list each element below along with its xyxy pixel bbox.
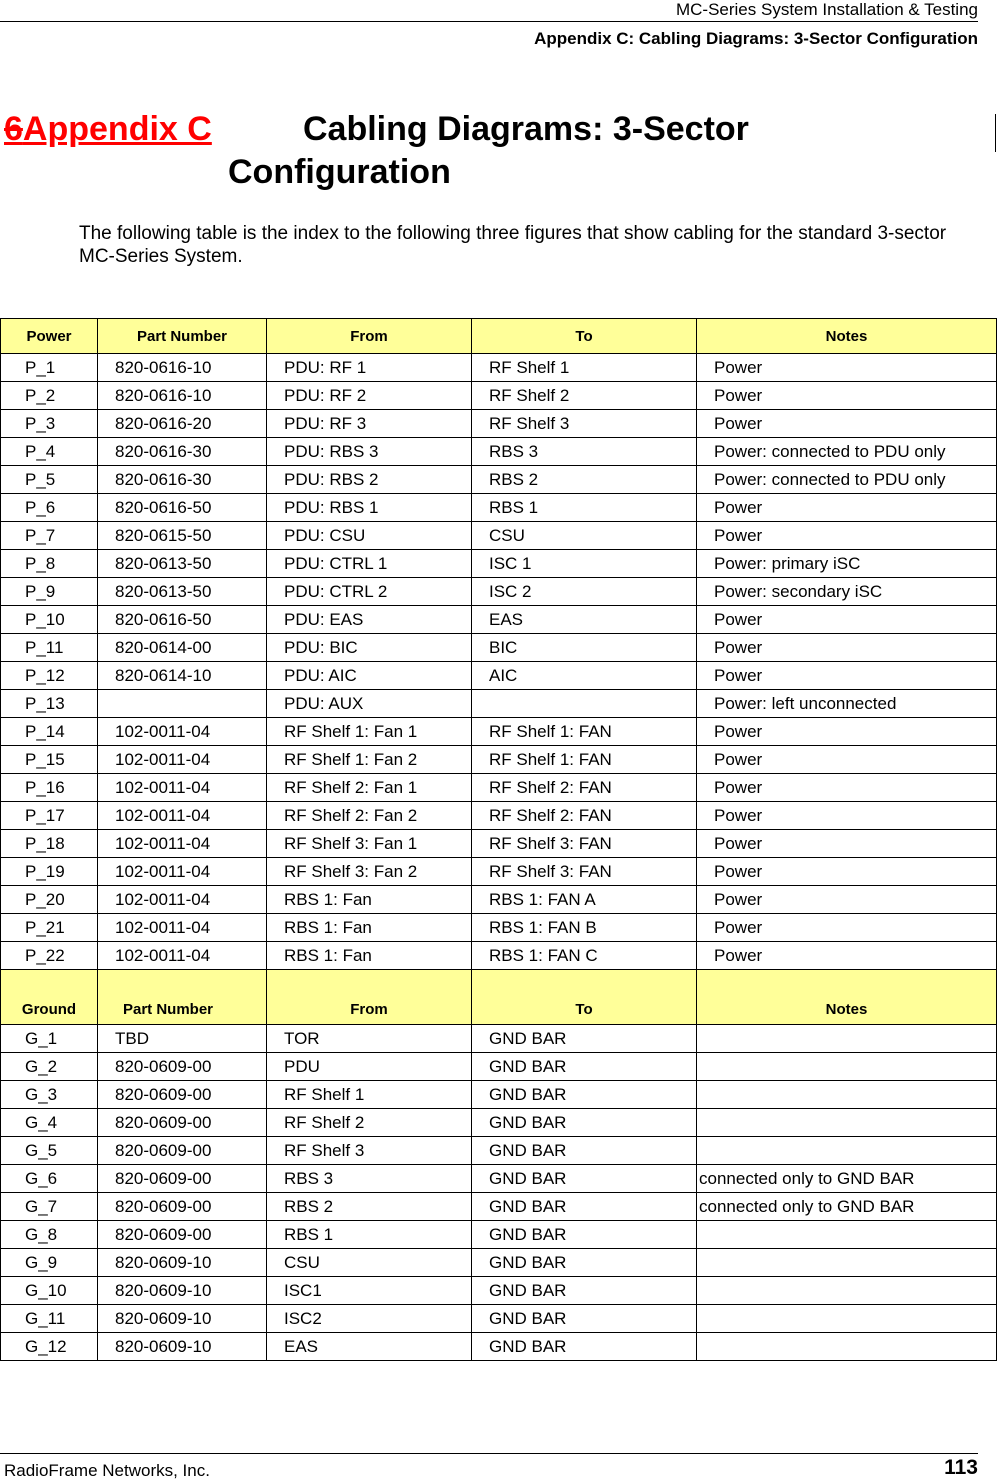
cell-3: GND BAR	[472, 1277, 697, 1305]
cell-2: RF Shelf 1	[267, 1081, 472, 1109]
ground-header-cell-4: Notes	[697, 970, 997, 1025]
cell-1: TBD	[98, 1025, 267, 1053]
cell-1: 102-0011-04	[98, 802, 267, 830]
cell-4: Power	[697, 914, 997, 942]
cell-4: Power	[697, 410, 997, 438]
cell-3: RF Shelf 1: FAN	[472, 718, 697, 746]
cell-2: RF Shelf 1: Fan 1	[267, 718, 472, 746]
table-row	[1, 1025, 997, 1053]
cell-1: 102-0011-04	[98, 858, 267, 886]
cell-0: P_13	[1, 690, 98, 718]
cell-3: EAS	[472, 606, 697, 634]
cell-4: Power	[697, 746, 997, 774]
cell-0: P_22	[1, 942, 98, 970]
cell-3: GND BAR	[472, 1221, 697, 1249]
table-row	[1, 1277, 997, 1305]
cell-2: PDU: RBS 3	[267, 438, 472, 466]
cell-3: BIC	[472, 634, 697, 662]
table-row	[1, 606, 997, 634]
cell-2: TOR	[267, 1025, 472, 1053]
table-row	[1, 1305, 997, 1333]
table-row	[1, 1221, 997, 1249]
table-row	[1, 438, 997, 466]
cell-0: G_4	[1, 1109, 98, 1137]
cell-3: RBS 1: FAN B	[472, 914, 697, 942]
table-row	[1, 1249, 997, 1277]
power-header-cell-3: To	[472, 319, 697, 354]
cell-3: RF Shelf 3: FAN	[472, 830, 697, 858]
cell-2: ISC1	[267, 1277, 472, 1305]
cell-0: P_5	[1, 466, 98, 494]
cell-4	[697, 1081, 997, 1109]
cell-2: PDU: EAS	[267, 606, 472, 634]
cell-3: RBS 1	[472, 494, 697, 522]
cell-2: EAS	[267, 1333, 472, 1361]
cell-3: RF Shelf 1: FAN	[472, 746, 697, 774]
cell-2: RBS 1	[267, 1221, 472, 1249]
cell-1: 820-0616-10	[98, 382, 267, 410]
cell-3: RBS 1: FAN C	[472, 942, 697, 970]
cell-4: Power	[697, 830, 997, 858]
cell-2: PDU: CTRL 1	[267, 550, 472, 578]
cell-1: 820-0609-00	[98, 1221, 267, 1249]
table-row	[1, 830, 997, 858]
power-header-row	[1, 319, 997, 354]
cell-4: Power: connected to PDU only	[697, 438, 997, 466]
cell-2: PDU: AUX	[267, 690, 472, 718]
cell-0: P_10	[1, 606, 98, 634]
table-row	[1, 662, 997, 690]
cell-2: ISC2	[267, 1305, 472, 1333]
header-rule	[0, 21, 978, 22]
cell-1: 102-0011-04	[98, 914, 267, 942]
cell-0: P_20	[1, 886, 98, 914]
cell-4: Power	[697, 382, 997, 410]
cell-4	[697, 1109, 997, 1137]
cell-4: Power	[697, 942, 997, 970]
cell-2: PDU: RBS 2	[267, 466, 472, 494]
cell-0: P_7	[1, 522, 98, 550]
cell-3: GND BAR	[472, 1249, 697, 1277]
cell-1: 820-0609-10	[98, 1277, 267, 1305]
cell-3: GND BAR	[472, 1109, 697, 1137]
table-row	[1, 886, 997, 914]
cell-4	[697, 1137, 997, 1165]
cell-3: GND BAR	[472, 1305, 697, 1333]
cell-0: P_21	[1, 914, 98, 942]
cell-3: RBS 2	[472, 466, 697, 494]
cell-0: G_12	[1, 1333, 98, 1361]
cell-0: P_17	[1, 802, 98, 830]
cell-3: RF Shelf 3	[472, 410, 697, 438]
power-header-cell-1: Part Number	[98, 319, 267, 354]
cell-2: PDU: CSU	[267, 522, 472, 550]
footer-company: RadioFrame Networks, Inc.	[4, 1461, 210, 1480]
page-number: 113	[944, 1456, 978, 1479]
cell-1: 820-0609-10	[98, 1333, 267, 1361]
cell-0: P_14	[1, 718, 98, 746]
title-appendix-label: Appendix C	[22, 110, 212, 148]
power-header-cell-0: Power	[1, 319, 98, 354]
cell-0: G_7	[1, 1193, 98, 1221]
cell-2: PDU: BIC	[267, 634, 472, 662]
cell-2: RBS 1: Fan	[267, 886, 472, 914]
cell-2: RF Shelf 3	[267, 1137, 472, 1165]
cell-4	[697, 1025, 997, 1053]
table-row	[1, 494, 997, 522]
cell-2: RBS 1: Fan	[267, 914, 472, 942]
table-row	[1, 746, 997, 774]
table-row	[1, 858, 997, 886]
cell-1: 102-0011-04	[98, 942, 267, 970]
cell-4: Power	[697, 774, 997, 802]
cell-4	[697, 1053, 997, 1081]
cell-1: 820-0614-00	[98, 634, 267, 662]
table-row	[1, 1109, 997, 1137]
ground-header-cell-2: From	[267, 970, 472, 1025]
change-bar	[995, 114, 996, 152]
cell-3: RF Shelf 2	[472, 382, 697, 410]
power-header-cell-2: From	[267, 319, 472, 354]
cell-2: RBS 1: Fan	[267, 942, 472, 970]
cell-4: Power: primary iSC	[697, 550, 997, 578]
cell-3: GND BAR	[472, 1137, 697, 1165]
cell-0: P_19	[1, 858, 98, 886]
cell-4: connected only to GND BAR	[697, 1165, 997, 1193]
cell-3: RF Shelf 2: FAN	[472, 774, 697, 802]
cell-3: RBS 1: FAN A	[472, 886, 697, 914]
cell-4: Power	[697, 662, 997, 690]
cell-0: P_3	[1, 410, 98, 438]
table-row	[1, 690, 997, 718]
table-row	[1, 802, 997, 830]
cell-1: 820-0609-10	[98, 1305, 267, 1333]
cell-0: P_16	[1, 774, 98, 802]
cell-2: RF Shelf 2	[267, 1109, 472, 1137]
cell-3: RBS 3	[472, 438, 697, 466]
cell-0: G_10	[1, 1277, 98, 1305]
table-row	[1, 774, 997, 802]
cell-2: RF Shelf 2: Fan 1	[267, 774, 472, 802]
cell-2: RF Shelf 2: Fan 2	[267, 802, 472, 830]
cell-1: 820-0609-10	[98, 1249, 267, 1277]
table-row	[1, 354, 997, 382]
cell-4	[697, 1249, 997, 1277]
cell-1: 820-0609-00	[98, 1193, 267, 1221]
cell-2: RF Shelf 1: Fan 2	[267, 746, 472, 774]
ground-header-cell-1: Part Number	[98, 970, 267, 1025]
table-row	[1, 1053, 997, 1081]
cell-1: 102-0011-04	[98, 746, 267, 774]
cell-4: connected only to GND BAR	[697, 1193, 997, 1221]
cell-1: 102-0011-04	[98, 830, 267, 858]
cell-4: Power	[697, 522, 997, 550]
cell-0: P_6	[1, 494, 98, 522]
cell-0: P_11	[1, 634, 98, 662]
cell-0: P_9	[1, 578, 98, 606]
cell-3: AIC	[472, 662, 697, 690]
cell-2: RF Shelf 3: Fan 2	[267, 858, 472, 886]
cell-0: P_4	[1, 438, 98, 466]
running-header-section: Appendix C: Cabling Diagrams: 3-Sector Configuration	[534, 29, 978, 48]
table-row	[1, 1165, 997, 1193]
cell-1: 820-0614-10	[98, 662, 267, 690]
cell-0: P_8	[1, 550, 98, 578]
cell-3: GND BAR	[472, 1025, 697, 1053]
table-row	[1, 522, 997, 550]
cell-4: Power	[697, 354, 997, 382]
cell-1: 820-0613-50	[98, 578, 267, 606]
table-row	[1, 1193, 997, 1221]
cell-1: 820-0616-30	[98, 466, 267, 494]
cell-0: G_3	[1, 1081, 98, 1109]
table-row	[1, 718, 997, 746]
table-row	[1, 578, 997, 606]
cell-2: RF Shelf 3: Fan 1	[267, 830, 472, 858]
cell-2: PDU: RF 1	[267, 354, 472, 382]
cell-2: PDU	[267, 1053, 472, 1081]
cell-4: Power	[697, 858, 997, 886]
table-row	[1, 466, 997, 494]
cell-4: Power	[697, 494, 997, 522]
cell-0: P_1	[1, 354, 98, 382]
table-row	[1, 634, 997, 662]
cell-3	[472, 690, 697, 718]
cell-2: PDU: RF 2	[267, 382, 472, 410]
page-title	[4, 110, 749, 149]
table-row	[1, 382, 997, 410]
cell-1: 820-0609-00	[98, 1165, 267, 1193]
cell-0: P_2	[1, 382, 98, 410]
power-header-cell-4: Notes	[697, 319, 997, 354]
cell-1: 820-0616-50	[98, 494, 267, 522]
title-prefix-revision	[4, 110, 303, 149]
table-row	[1, 1137, 997, 1165]
intro-paragraph: The following table is the index to the following three figures that show cabling for the standard 3-sector MC-Series System.	[79, 223, 947, 267]
cell-4: Power	[697, 802, 997, 830]
title-deleted-number: 6	[4, 110, 23, 148]
cell-1	[98, 690, 267, 718]
cell-1: 820-0616-10	[98, 354, 267, 382]
table-row	[1, 550, 997, 578]
cell-2: PDU: RBS 1	[267, 494, 472, 522]
cell-0: G_8	[1, 1221, 98, 1249]
cell-4	[697, 1277, 997, 1305]
cell-4	[697, 1305, 997, 1333]
table-row	[1, 1081, 997, 1109]
cell-3: ISC 1	[472, 550, 697, 578]
cell-4: Power	[697, 718, 997, 746]
title-line1: Cabling Diagrams: 3-Sector	[303, 110, 749, 148]
cell-3: RF Shelf 1	[472, 354, 697, 382]
cell-2: PDU: CTRL 2	[267, 578, 472, 606]
cell-1: 102-0011-04	[98, 886, 267, 914]
table-row	[1, 1333, 997, 1361]
cell-1: 820-0615-50	[98, 522, 267, 550]
cell-0: G_2	[1, 1053, 98, 1081]
cell-0: P_15	[1, 746, 98, 774]
title-line2: Configuration	[228, 153, 451, 191]
ground-header-row	[1, 970, 997, 1025]
cell-4: Power	[697, 634, 997, 662]
cell-0: P_12	[1, 662, 98, 690]
cell-1: 820-0609-00	[98, 1053, 267, 1081]
cell-0: G_5	[1, 1137, 98, 1165]
cell-1: 820-0616-50	[98, 606, 267, 634]
cell-1: 820-0609-00	[98, 1081, 267, 1109]
cell-1: 820-0613-50	[98, 550, 267, 578]
cell-4	[697, 1221, 997, 1249]
cell-4: Power	[697, 886, 997, 914]
cell-1: 820-0616-30	[98, 438, 267, 466]
cell-3: GND BAR	[472, 1053, 697, 1081]
cell-0: G_11	[1, 1305, 98, 1333]
ground-header-cell-3: To	[472, 970, 697, 1025]
footer-rule	[0, 1453, 978, 1454]
cell-4: Power: secondary iSC	[697, 578, 997, 606]
cell-2: CSU	[267, 1249, 472, 1277]
cell-0: G_1	[1, 1025, 98, 1053]
cell-3: ISC 2	[472, 578, 697, 606]
table-row	[1, 914, 997, 942]
cell-4: Power	[697, 606, 997, 634]
cell-3: CSU	[472, 522, 697, 550]
cell-3: GND BAR	[472, 1193, 697, 1221]
cell-3: GND BAR	[472, 1165, 697, 1193]
cell-3: GND BAR	[472, 1333, 697, 1361]
cell-0: P_18	[1, 830, 98, 858]
cell-1: 102-0011-04	[98, 718, 267, 746]
running-header-title: MC-Series System Installation & Testing	[675, 0, 978, 19]
cell-1: 820-0616-20	[98, 410, 267, 438]
cell-1: 102-0011-04	[98, 774, 267, 802]
cell-2: PDU: AIC	[267, 662, 472, 690]
table-row	[1, 410, 997, 438]
cell-1: 820-0609-00	[98, 1109, 267, 1137]
cell-0: G_9	[1, 1249, 98, 1277]
cell-3: GND BAR	[472, 1081, 697, 1109]
cell-3: RF Shelf 3: FAN	[472, 858, 697, 886]
cell-1: 820-0609-00	[98, 1137, 267, 1165]
cell-2: RBS 3	[267, 1165, 472, 1193]
cell-4: Power: connected to PDU only	[697, 466, 997, 494]
ground-header-cell-0: Ground	[1, 970, 98, 1025]
cell-2: PDU: RF 3	[267, 410, 472, 438]
cell-0: G_6	[1, 1165, 98, 1193]
cell-3: RF Shelf 2: FAN	[472, 802, 697, 830]
cell-4	[697, 1333, 997, 1361]
cell-2: RBS 2	[267, 1193, 472, 1221]
cell-4: Power: left unconnected	[697, 690, 997, 718]
cabling-index-table	[0, 318, 997, 1361]
table-row	[1, 942, 997, 970]
